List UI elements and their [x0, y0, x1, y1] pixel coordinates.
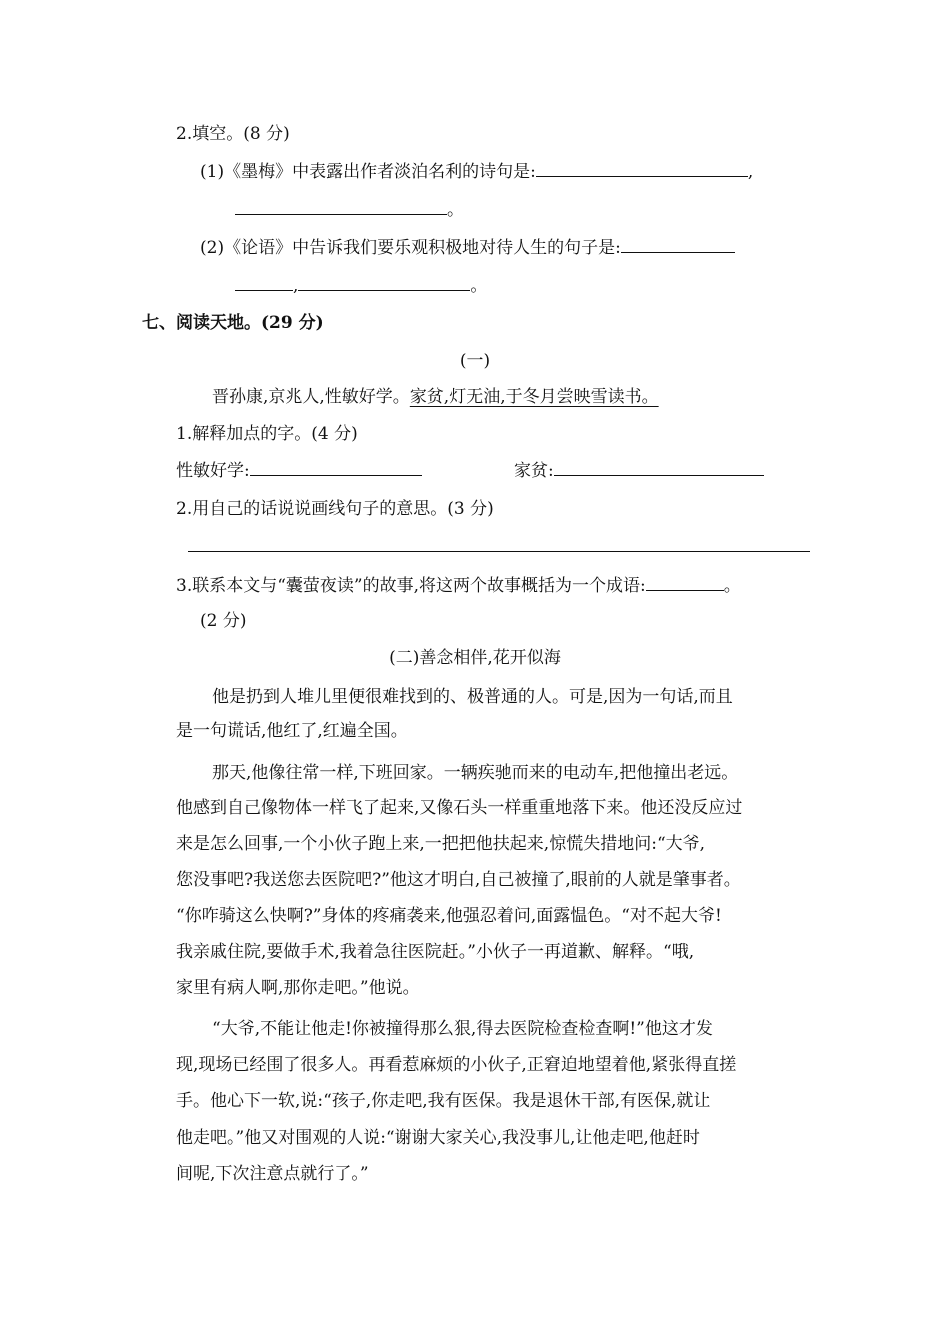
passage-line: 您没事吧?我送您去医院吧?”他这才明白,自己被撞了,眼前的人就是肇事者。 — [176, 870, 741, 890]
item-1-comma: , — [747, 162, 754, 182]
part-1-heading: (一) — [459, 351, 491, 371]
fill-blank-item-2 — [200, 236, 735, 260]
passage-line: 那天,他像往常一样,下班回家。一辆疾驰而来的电动车,把他撞出老远。 — [212, 763, 739, 783]
part-1-q1-a — [176, 459, 422, 483]
item-2-text: (2)《论语》中告诉我们要乐观积极地对待人生的句子是: — [200, 238, 621, 258]
answer-blank-1b[interactable] — [235, 198, 447, 215]
q1-b-blank[interactable] — [554, 459, 764, 476]
passage-line: 现,现场已经围了很多人。再看惹麻烦的小伙子,正窘迫地望着他,紧张得直搓 — [176, 1055, 737, 1075]
part-1-q3-points: (2 分) — [200, 611, 247, 631]
answer-blank-2c[interactable] — [298, 274, 470, 291]
q3-end: 。 — [723, 576, 741, 596]
q2-answer-line[interactable] — [188, 551, 810, 552]
fill-blank-item-1-cont — [235, 198, 464, 222]
passage-line: 家里有病人啊,那你走吧。”他说。 — [176, 978, 420, 998]
answer-blank-2a[interactable] — [621, 236, 735, 253]
part-1-q1-title: 1.解释加点的字。(4 分) — [176, 424, 358, 444]
q3-text: 3.联系本文与“囊萤夜读”的故事,将这两个故事概括为一个成语: — [176, 576, 646, 596]
part-2-heading: (二)善念相伴,花开似海 — [389, 648, 561, 668]
answer-blank-2b[interactable] — [235, 274, 293, 291]
passage-line: 是一句谎话,他红了,红遍全国。 — [176, 721, 408, 741]
q1-a-label: 性敏好学: — [176, 461, 250, 481]
section-7-title: 七、阅读天地。(29 分) — [142, 313, 324, 333]
part-1-q1-b — [514, 459, 764, 483]
q3-blank[interactable] — [646, 574, 724, 591]
fill-blank-item-2-cont — [235, 274, 487, 298]
passage-line: 来是怎么回事,一个小伙子跑上来,一把把他扶起来,惊慌失措地问:“大爷, — [176, 834, 706, 854]
passage-line: 他走吧。”他又对围观的人说:“谢谢大家关心,我没事儿,让他走吧,他赶时 — [176, 1128, 700, 1148]
q1-b-label: 家贫: — [514, 461, 554, 481]
fill-blank-title: 2.填空。(8 分) — [176, 124, 290, 144]
passage-line: “大爷,不能让他走!你被撞得那么狠,得去医院检查检查啊!”他这才发 — [212, 1019, 713, 1039]
part-1-q2-title: 2.用自己的话说说画线句子的意思。(3 分) — [176, 499, 494, 519]
item-2-comma: , — [293, 276, 299, 296]
passage-underlined: 家贫,灯无油,于冬月尝映雪读书。 — [409, 387, 659, 407]
passage-line: 他感到自己像物体一样飞了起来,又像石头一样重重地落下来。他还没反应过 — [176, 798, 743, 818]
item-2-end: 。 — [470, 276, 488, 296]
part-1-q3 — [176, 574, 741, 598]
passage-line: 他是扔到人堆儿里便很难找到的、极普通的人。可是,因为一句话,而且 — [212, 687, 733, 707]
fill-blank-item-1 — [200, 160, 753, 184]
passage-line: 我亲戚住院,要做手术,我着急往医院赶。”小伙子一再道歉、解释。“哦, — [176, 942, 695, 962]
answer-blank-1a[interactable] — [536, 160, 748, 177]
item-1-text: (1)《墨梅》中表露出作者淡泊名利的诗句是: — [200, 162, 536, 182]
item-1-end: 。 — [447, 200, 464, 220]
q1-a-blank[interactable] — [250, 459, 422, 476]
passage-line: 手。他心下一软,说:“孩子,你走吧,我有医保。我是退休干部,有医保,就让 — [176, 1091, 711, 1111]
passage-line: 间呢,下次注意点就行了。” — [176, 1164, 369, 1184]
part-1-passage — [212, 385, 659, 409]
passage-plain: 晋孙康,京兆人,性敏好学。 — [212, 387, 410, 407]
passage-line: “你咋骑这么快啊?”身体的疼痛袭来,他强忍着问,面露愠色。“对不起大爷! — [176, 906, 722, 926]
